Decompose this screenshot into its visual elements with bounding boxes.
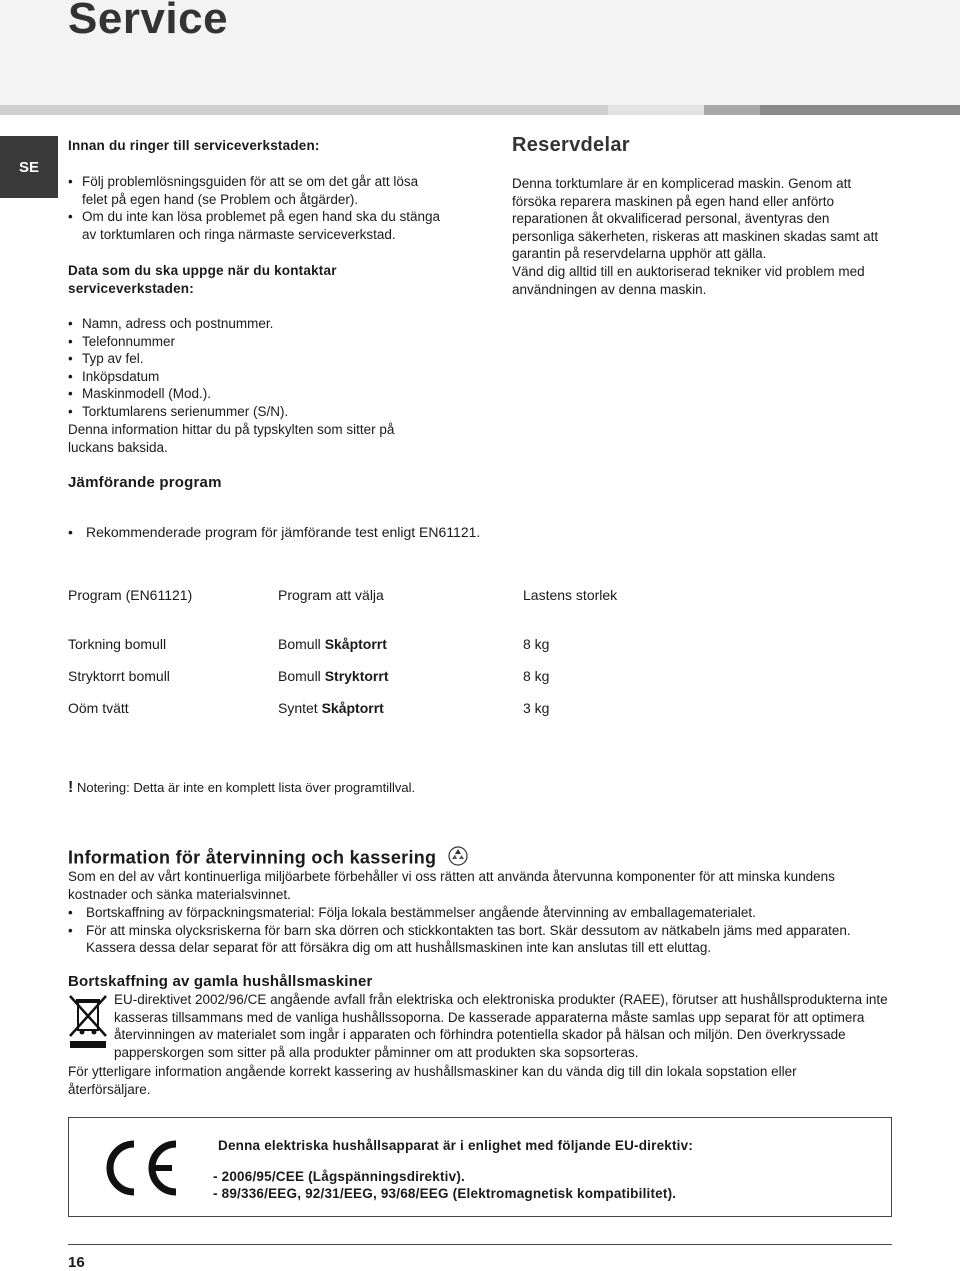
list-item [68, 333, 448, 351]
program-note [68, 779, 415, 797]
bullet-text: Rekommenderade program för jämförande test enligt EN61121. [86, 524, 481, 540]
select-program: Bomull [278, 668, 321, 684]
list-item [68, 368, 448, 386]
table-cell-program: Stryktorrt bomull [68, 668, 170, 684]
list-item [68, 922, 890, 957]
header-rule-mid [704, 105, 760, 115]
bullet-text: Följ problemlösningsguiden för att se om det går att lösa felet på egen hand (se Problem och åtgärder). [82, 174, 419, 207]
table-cell-select [278, 636, 387, 652]
list-item [68, 208, 446, 243]
table-cell-load: 3 kg [523, 700, 550, 716]
list-item [68, 173, 446, 208]
ce-mark-icon [100, 1138, 180, 1203]
footer-rule [68, 1244, 892, 1245]
column-header-load: Lastens storlek [523, 587, 618, 603]
header-rule-left [0, 105, 608, 115]
table-cell-select [278, 700, 384, 716]
recycling-list [68, 904, 890, 957]
list-item [68, 385, 448, 403]
data-note: Denna information hittar du på typskylten som sitter på luckans baksida. [68, 422, 395, 455]
select-program: Bomull [278, 636, 321, 652]
column-header-program: Program (EN61121) [68, 587, 193, 603]
bullet-text: Namn, adress och postnummer. [82, 316, 274, 331]
table-cell-load: 8 kg [523, 636, 550, 652]
before-call-list [68, 173, 446, 243]
list-item [68, 524, 868, 540]
data-heading: Data som du ska uppge när du kontaktar serviceverkstaden: [68, 263, 337, 296]
bullet-text: Om du inte kan lösa problemet på egen hand ska du stänga av torktumlaren och ringa närmaste serviceverkstad. [82, 209, 440, 242]
table-cell-select [278, 668, 388, 684]
recycling-heading-text: Information för återvinning och kassering [68, 847, 437, 868]
disposal-text-2: För ytterligare information angående korrekt kassering av hushållsmaskiner kan du vända dig till din lokala sopstation eller återförsäljare. [68, 1064, 797, 1097]
table-cell-program: Torkning bomull [68, 636, 167, 652]
spare-parts-paragraph: Denna torktumlare är en komplicerad maskin. Genom att försöka reparera maskinen på egen hand eller anförto reparationen åt okvalificerad personal, äventyras den personliga säkerheten, riskeras att maskinen skadas samt att garantin på reservdelarna upphör att gälla. [512, 176, 879, 262]
select-option: Skåptorrt [321, 700, 384, 716]
header-rule-gap [608, 105, 704, 115]
bullet-text: För att minska olycksriskerna för barn ska dörren och stickkontakten tas bort. Skär dessutom av nätkabeln jäms med apparaten. Kassera dessa delar separat för att försäkra dig om att hushållsmaskinen inte kan anslutas till ett eluttag. [86, 922, 851, 956]
language-tab: SE [0, 136, 58, 198]
table-cell-load: 8 kg [523, 668, 550, 684]
list-item [68, 403, 448, 421]
data-list [68, 315, 448, 421]
page-number: 16 [68, 1254, 85, 1271]
bullet-text: Maskinmodell (Mod.). [82, 386, 212, 402]
list-item [68, 315, 448, 333]
select-option: Stryktorrt [324, 668, 389, 684]
bullet-text: Bortskaffning av förpackningsmaterial: Följa lokala bestämmelser angående återvinning av emballagematerialet. [86, 905, 756, 920]
comparative-heading: Jämförande program [68, 474, 222, 491]
disposal-heading: Bortskaffning av gamla hushållsmaskiner [68, 973, 373, 990]
column-header-select: Program att välja [278, 587, 384, 603]
eu-directive-line: - 2006/95/CEE (Lågspänningsdirektiv). [213, 1169, 465, 1184]
bullet-text: Inköpsdatum [82, 368, 160, 384]
crossed-bin-icon [68, 994, 108, 1055]
list-item [68, 904, 890, 922]
bullet-text: Telefonnummer [82, 333, 176, 349]
bullet-text: Torktumlarens serienummer (S/N). [82, 403, 289, 419]
list-item [68, 350, 448, 368]
select-option: Skåptorrt [324, 636, 387, 652]
spare-parts-paragraph-2: Vänd dig alltid till en auktoriserad tekniker vid problem med användningen av denna maskin. [512, 263, 865, 297]
before-call-heading: Innan du ringer till serviceverkstaden: [68, 138, 320, 153]
header-rule-right [760, 105, 960, 115]
eu-directive-line: - 89/336/EEG, 92/31/EEG, 93/68/EEG (Elektromagnetisk kompatibilitet). [213, 1186, 677, 1201]
table-cell-program: Oöm tvätt [68, 700, 129, 716]
page-title: Service [68, 0, 229, 43]
program-note-text: Notering: Detta är inte en komplett lista över programtillval. [76, 780, 416, 795]
eu-directive-heading: Denna elektriska hushållsapparat är i enlighet med följande EU-direktiv: [218, 1138, 694, 1153]
warning-mark: ! [68, 779, 74, 796]
comparative-list [68, 524, 868, 540]
select-program: Syntet [278, 700, 318, 716]
recycling-intro: Som en del av vårt kontinuerliga miljöarbete förbehåller vi oss rätten att använda återvunna komponenter för att minska kundens kostnader och sänka materialsvinnet. [68, 869, 835, 902]
spare-parts-heading: Reservdelar [512, 134, 630, 156]
disposal-text: EU-direktivet 2002/96/CE angående avfall från elektriska och elektroniska produkter (RAEE), förutser att hushållsprodukterna inte kasseras tillsammans med de vanliga hushållssoporna. De kasserade apparaterna måste samlas upp separat för att optimera återvinningen av materialet som ingår i apparaten och förhindra potentiella skador på hälsan och miljön. Den överkryssade papperskorgen som sitter på alla produkter påminner om att produkten ska sopsorteras. [114, 992, 888, 1060]
bullet-text: Typ av fel. [82, 351, 144, 367]
spare-parts-text [512, 175, 884, 298]
